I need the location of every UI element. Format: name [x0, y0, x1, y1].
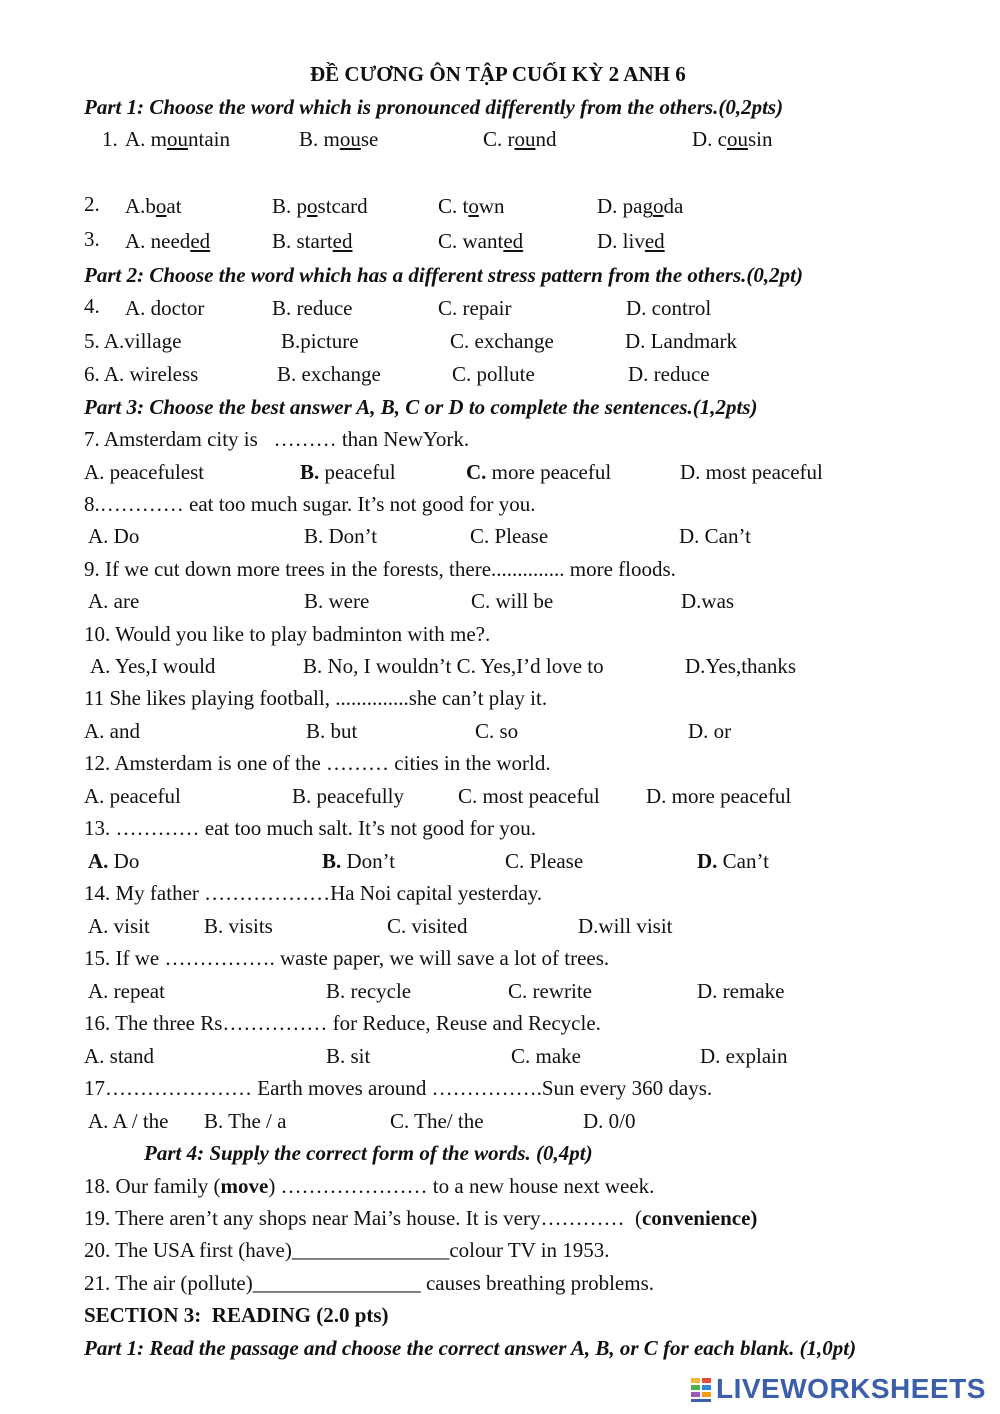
- q12-option-b: B. peacefully: [292, 784, 404, 808]
- q17-option-b: B. The / a: [204, 1109, 287, 1133]
- q2-number: 2.: [84, 192, 100, 216]
- q4-option-b: B. reduce: [272, 296, 353, 320]
- q1-number: 1.: [102, 127, 118, 151]
- q4-number: 4.: [84, 294, 100, 318]
- q16-option-c: C. make: [511, 1044, 581, 1068]
- q10-option-b-c: B. No, I wouldn’t C. Yes,I’d love to: [303, 654, 604, 678]
- q3-number: 3.: [84, 227, 100, 251]
- q16-option-a: A. stand: [84, 1044, 154, 1068]
- liveworksheets-logo-icon: [690, 1375, 712, 1403]
- q7-option-a: A. peacefulest: [84, 460, 205, 484]
- q5-option-c: C. exchange: [450, 329, 554, 353]
- q2-option-d: D. pagoda: [597, 194, 684, 218]
- q7-option-d: D. most peaceful: [680, 460, 823, 484]
- q21-text: 21. The air (pollute)________________ causes breathing problems.: [84, 1271, 654, 1295]
- q5-option-d: D. Landmark: [625, 329, 737, 353]
- q9-option-d: D.was: [681, 589, 735, 613]
- q5-option-b: B.picture: [281, 329, 359, 353]
- q1-option-d: D. cousin: [692, 127, 773, 151]
- q11-option-a: A. and: [84, 719, 140, 743]
- q8-option-c: C. Please: [470, 524, 549, 548]
- q6-option-b: B. exchange: [277, 362, 381, 386]
- q9-option-c: C. will be: [471, 589, 554, 613]
- q9-option-b: B. were: [304, 589, 370, 613]
- part2-heading: Part 2: Choose the word which has a different stress pattern from the others.(0,2pt): [84, 263, 803, 287]
- q7-option-c: C. more peaceful: [466, 460, 612, 484]
- q4-option-c: C. repair: [438, 296, 512, 320]
- q11-option-d: D. or: [688, 719, 732, 743]
- q4-option-a: A. doctor: [125, 296, 205, 320]
- section3-heading: SECTION 3: READING (2.0 pts): [84, 1303, 389, 1327]
- q13-option-d: D. Can’t: [697, 849, 769, 873]
- q17-stem: 17………………… Earth moves around …………….Sun every 360 days.: [84, 1076, 713, 1100]
- q3-option-d: D. lived: [597, 229, 665, 253]
- q15-option-b: B. recycle: [326, 979, 412, 1003]
- q10-option-a: A. Yes,I would: [90, 654, 216, 678]
- q16-option-d: D. explain: [700, 1044, 788, 1068]
- q18-text: 18. Our family (move) ………………… to a new house next week.: [84, 1174, 655, 1198]
- q8-option-b: B. Don’t: [304, 524, 378, 548]
- q15-option-a: A. repeat: [88, 979, 165, 1003]
- q6-option-c: C. pollute: [452, 362, 535, 386]
- q14-option-d: D.will visit: [578, 914, 673, 938]
- q3-option-c: C. wanted: [438, 229, 524, 253]
- q20-text: 20. The USA first (have)_______________colour TV in 1953.: [84, 1238, 610, 1262]
- q8-stem: 8.………… eat too much sugar. It’s not good for you.: [84, 492, 536, 516]
- q2-option-a: A.boat: [125, 194, 182, 218]
- q1-option-a: A. mountain: [125, 127, 230, 151]
- part3-heading: Part 3: Choose the best answer A, B, C or D to complete the sentences.(1,2pts): [84, 395, 758, 419]
- q14-option-a: A. visit: [88, 914, 150, 938]
- q7-stem: 7. Amsterdam city is ……… than NewYork.: [84, 427, 470, 451]
- q13-option-b: B. Don’t: [322, 849, 396, 873]
- q14-stem: 14. My father ………………Ha Noi capital yesterday.: [84, 881, 543, 905]
- q11-option-b: B. but: [306, 719, 358, 743]
- q2-option-b: B. postcard: [272, 194, 368, 218]
- q12-option-a: A. peaceful: [84, 784, 181, 808]
- q19-text: 19. There aren’t any shops near Mai’s house. It is very………… (convenience): [84, 1206, 758, 1230]
- q13-stem: 13. ………… eat too much salt. It’s not good for you.: [84, 816, 537, 840]
- q16-stem: 16. The three Rs…………… for Reduce, Reuse and Recycle.: [84, 1011, 601, 1035]
- q6-option-d: D. reduce: [628, 362, 710, 386]
- q13-option-a: A. Do: [88, 849, 140, 873]
- q17-option-c: C. The/ the: [390, 1109, 484, 1133]
- reading-part1-heading: Part 1: Read the passage and choose the correct answer A, B, or C for each blank. (1,0pt): [84, 1336, 857, 1360]
- q6-option-a: 6. A. wireless: [84, 362, 199, 386]
- q11-option-c: C. so: [475, 719, 519, 743]
- q1-option-c: C. round: [483, 127, 557, 151]
- q9-option-a: A. are: [88, 589, 140, 613]
- q3-option-b: B. started: [272, 229, 353, 253]
- q12-stem: 12. Amsterdam is one of the ……… cities in the world.: [84, 751, 551, 775]
- liveworksheets-brand-text: LIVEWORKSHEETS: [716, 1373, 986, 1404]
- q9-stem: 9. If we cut down more trees in the forests, there.............. more floods.: [84, 557, 676, 581]
- page-title: ĐỀ CƯƠNG ÔN TẬP CUỐI KỲ 2 ANH 6: [310, 62, 686, 86]
- q5-option-a: 5. A.village: [84, 329, 182, 353]
- part4-heading: Part 4: Supply the correct form of the words. (0,4pt): [144, 1141, 593, 1165]
- q17-option-d: D. 0/0: [583, 1109, 636, 1133]
- q7-option-b: B. peaceful: [300, 460, 396, 484]
- q14-option-b: B. visits: [204, 914, 273, 938]
- liveworksheets-branding: [690, 1372, 990, 1406]
- q10-stem: 10. Would you like to play badminton with me?.: [84, 622, 491, 646]
- q15-stem: 15. If we ……………. waste paper, we will save a lot of trees.: [84, 946, 610, 970]
- q3-option-a: A. needed: [125, 229, 211, 253]
- q2-option-c: C. town: [438, 194, 505, 218]
- q15-option-d: D. remake: [697, 979, 785, 1003]
- q10-option-d: D.Yes,thanks: [685, 654, 797, 678]
- q17-option-a: A. A / the: [88, 1109, 169, 1133]
- q12-option-c: C. most peaceful: [458, 784, 600, 808]
- q15-option-c: C. rewrite: [508, 979, 592, 1003]
- q4-option-d: D. control: [626, 296, 712, 320]
- q14-option-c: C. visited: [387, 914, 468, 938]
- q16-option-b: B. sit: [326, 1044, 371, 1068]
- q8-option-a: A. Do: [88, 524, 140, 548]
- part1-heading: Part 1: Choose the word which is pronounced differently from the others.(0,2pts): [84, 95, 784, 119]
- q12-option-d: D. more peaceful: [646, 784, 792, 808]
- q1-option-b: B. mouse: [299, 127, 379, 151]
- q13-option-c: C. Please: [505, 849, 584, 873]
- q11-stem: 11 She likes playing football, ..............she can’t play it.: [84, 686, 548, 710]
- q8-option-d: D. Can’t: [679, 524, 751, 548]
